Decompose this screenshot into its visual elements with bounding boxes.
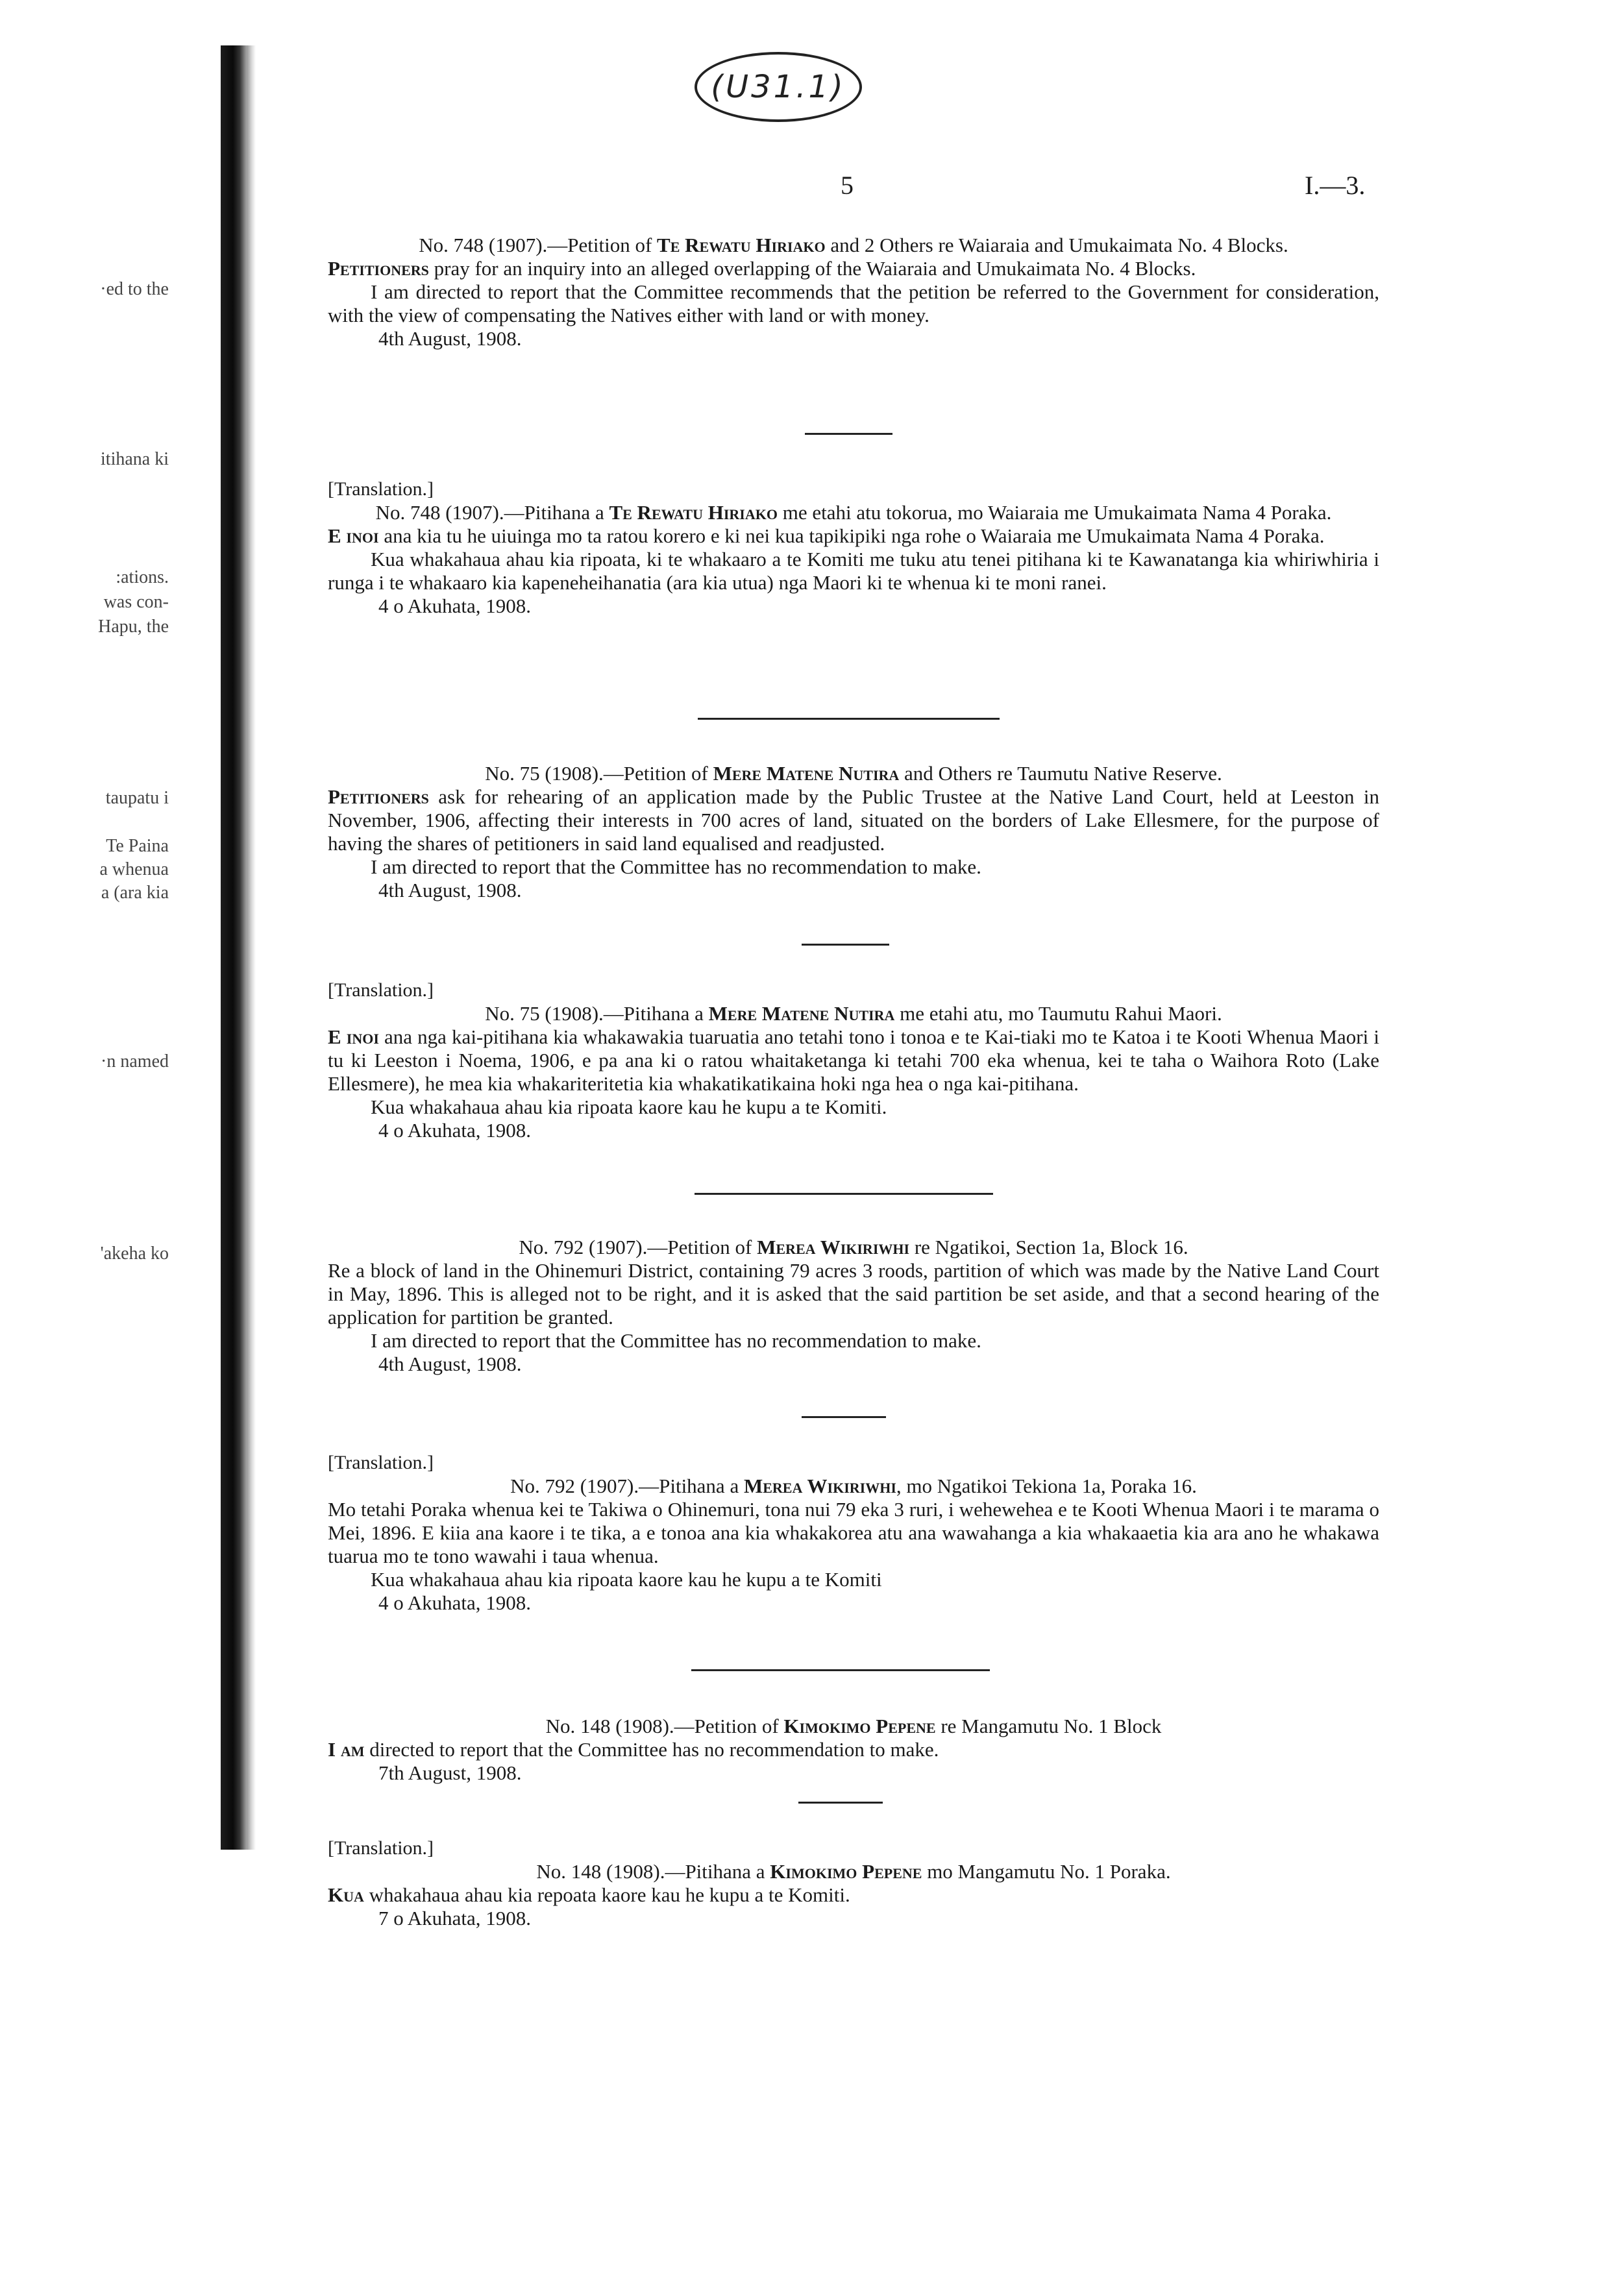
petition-heading: No. 75 (1908).—Petition of Mere Matene Nutira and Others re Taumutu Native Reserve.: [485, 762, 1222, 785]
petitioner-name: Mere Matene Nutira: [708, 1002, 895, 1025]
petition-body: Petitioners pray for an inquiry into an alleged overlapping of the Waiaraia and Umukaimata No. 4 Blocks.: [328, 257, 1196, 280]
petitioner-name: Te Rewatu Hiriako: [657, 234, 826, 256]
petition-section: [328, 1715, 1379, 1785]
margin-fragment: Te Paina: [106, 836, 169, 856]
section-divider: [805, 433, 892, 435]
petition-section: [328, 762, 1379, 902]
section-divider: [798, 1802, 883, 1804]
committee-report: I am directed to report that the Committee has no recommendation to make.: [371, 1329, 981, 1352]
committee-report: I am directed to report that the Committee has no recommendation to make.: [371, 855, 981, 878]
section-divider: [802, 1416, 886, 1418]
margin-fragment: ·n named: [101, 1051, 169, 1072]
report-date: 4th August, 1908.: [378, 1353, 522, 1375]
report-date: 4 o Akuhata, 1908.: [378, 594, 532, 617]
report-date: 4 o Akuhata, 1908.: [378, 1119, 532, 1142]
petitioner-name: Te Rewatu Hiriako: [609, 501, 778, 524]
section-divider: [802, 944, 889, 946]
page-binding-shadow: [247, 45, 256, 1850]
translation-label: [Translation.]: [328, 478, 434, 500]
petition-heading: No. 75 (1908).—Pitihana a Mere Matene Nutira me etahi atu, mo Taumutu Rahui Maori.: [485, 1002, 1222, 1025]
petition-heading: No. 792 (1907).—Petition of Merea Wikiriwhi re Ngatikoi, Section 1a, Block 16.: [519, 1236, 1188, 1258]
translation-section: [328, 979, 1379, 1142]
translation-section: [328, 478, 1379, 618]
margin-fragment: :ations.: [116, 567, 169, 587]
margin-fragment: taupatu i: [105, 788, 169, 808]
report-date: 7th August, 1908.: [378, 1761, 522, 1784]
section-divider: [698, 718, 1000, 720]
margin-fragment: a whenua: [99, 859, 169, 879]
handwritten-reference-stamp: (U31.1): [695, 52, 862, 122]
petition-heading: No. 792 (1907).—Pitihana a Merea Wikiriwhi, mo Ngatikoi Tekiona 1a, Poraka 16.: [510, 1475, 1197, 1497]
committee-report: I am directed to report that the Committee recommends that the petition be referred to the Government for consideration, with the view of compensating the Natives either with land or with money.: [328, 280, 1379, 326]
page-binding-edge: [221, 45, 248, 1850]
petition-body: E inoi ana nga kai-pitihana kia whakawakia tuaruatia ano tetahi tono i tonoa e te Kai-tiaki mo te Katoa i te Kooti Whenua Maori i tu ki Leeston i Noema, 1906, e pa ana ki o ratou whaitaketanga ki tetahi 700 eka whenua, kei te taha o Waihora Roto (Lake Ellesmere), he mea kia whakariteritetia kia whakatikatikaina hoki nga hea o nga kai-pitihana.: [328, 1025, 1379, 1095]
margin-fragment: itihana ki: [101, 449, 169, 469]
margin-fragment: was con-: [103, 592, 169, 612]
petition-body: Kua whakahaua ahau kia repoata kaore kau he kupu a te Komiti.: [328, 1883, 850, 1906]
margin-fragment: a (ara kia: [101, 883, 169, 903]
report-date: 7 o Akuhata, 1908.: [378, 1907, 532, 1929]
petition-section: [328, 1236, 1379, 1376]
petition-body: Re a block of land in the Ohinemuri District, containing 79 acres 3 roods, partition of which was made by the Native Land Court in May, 1896. This is alleged not to be right, and it is asked that the said partition be set aside, and that a second hearing of the application for partition be granted.: [328, 1259, 1379, 1329]
petitioner-name: Kimokimo Pepene: [770, 1860, 922, 1883]
petition-heading: No. 748 (1907).—Petition of Te Rewatu Hiriako and 2 Others re Waiaraia and Umukaimata No. 4 Blocks.: [419, 234, 1288, 256]
margin-fragment: Hapu, the: [98, 617, 169, 637]
petition-section: [328, 234, 1379, 350]
report-date: 4th August, 1908.: [378, 879, 522, 901]
translation-section: [328, 1451, 1379, 1615]
petitioner-name: Kimokimo Pepene: [783, 1715, 936, 1737]
translation-label: [Translation.]: [328, 1452, 434, 1473]
petitioner-name: Merea Wikiriwhi: [757, 1236, 910, 1258]
report-date: 4 o Akuhata, 1908.: [378, 1591, 532, 1614]
translation-section: [328, 1837, 1379, 1930]
petition-heading: No. 148 (1908).—Pitihana a Kimokimo Pepene mo Mangamutu No. 1 Poraka.: [536, 1860, 1171, 1883]
committee-report: Kua whakahaua ahau kia ripoata kaore kau he kupu a te Komiti: [371, 1568, 882, 1591]
petitioner-name: Mere Matene Nutira: [713, 762, 900, 785]
petition-body: E inoi ana kia tu he uiuinga mo ta ratou korero e ki nei kua tapikipiki nga rohe o Waiaraia me Umukaimata Nama 4 Poraka.: [328, 524, 1325, 547]
petition-body: Petitioners ask for rehearing of an application made by the Public Trustee at the Native Land Court, held at Leeston in November, 1906, affecting their interests in 700 acres of land, situated on the borders of Lake Ellesmere, for the purpose of having the shares of petitioners in said land equalised and readjusted.: [328, 785, 1379, 855]
committee-report: Kua whakahaua ahau kia ripoata, ki te whakaaro a te Komiti me tuku atu tenei pitihana ki te Kawanatanga kia whiriwhiria i runga i te whakaaro kia kapeneheihanatia (ara kia utua) nga Maori ki te whenua ki te moni ranei.: [328, 548, 1379, 594]
committee-report: Kua whakahaua ahau kia ripoata kaore kau he kupu a te Komiti.: [371, 1096, 887, 1118]
page-number: 5: [841, 171, 854, 200]
margin-fragment: ·ed to the: [100, 279, 169, 299]
petitioner-name: Merea Wikiriwhi: [743, 1475, 896, 1497]
petition-heading: No. 148 (1908).—Petition of Kimokimo Pepene re Mangamutu No. 1 Block: [545, 1715, 1162, 1737]
section-divider: [695, 1193, 993, 1195]
section-divider: [691, 1669, 990, 1671]
petition-body: I am directed to report that the Committee has no recommendation to make.: [328, 1738, 939, 1761]
petition-heading: No. 748 (1907).—Pitihana a Te Rewatu Hiriako me etahi atu tokorua, mo Waiaraia me Umukaimata Nama 4 Poraka.: [375, 501, 1332, 524]
report-date: 4th August, 1908.: [378, 327, 522, 350]
petition-body: Mo tetahi Poraka whenua kei te Takiwa o Ohinemuri, tona nui 79 eka 3 ruri, i wehewehea e te Kooti Whenua Maori i te marama o Mei, 1896. E kiia ana kaore i te tika, a e tonoa ana kia whakakorea atu ana wawahanga a kia whakaaetia kia ara ano he whakawa tuarua mo te tono wawahi i taua whenua.: [328, 1498, 1379, 1567]
margin-fragment: 'akeha ko: [100, 1243, 169, 1264]
page-reference: I.—3.: [1305, 171, 1366, 200]
translation-label: [Translation.]: [328, 1837, 434, 1859]
translation-label: [Translation.]: [328, 979, 434, 1001]
